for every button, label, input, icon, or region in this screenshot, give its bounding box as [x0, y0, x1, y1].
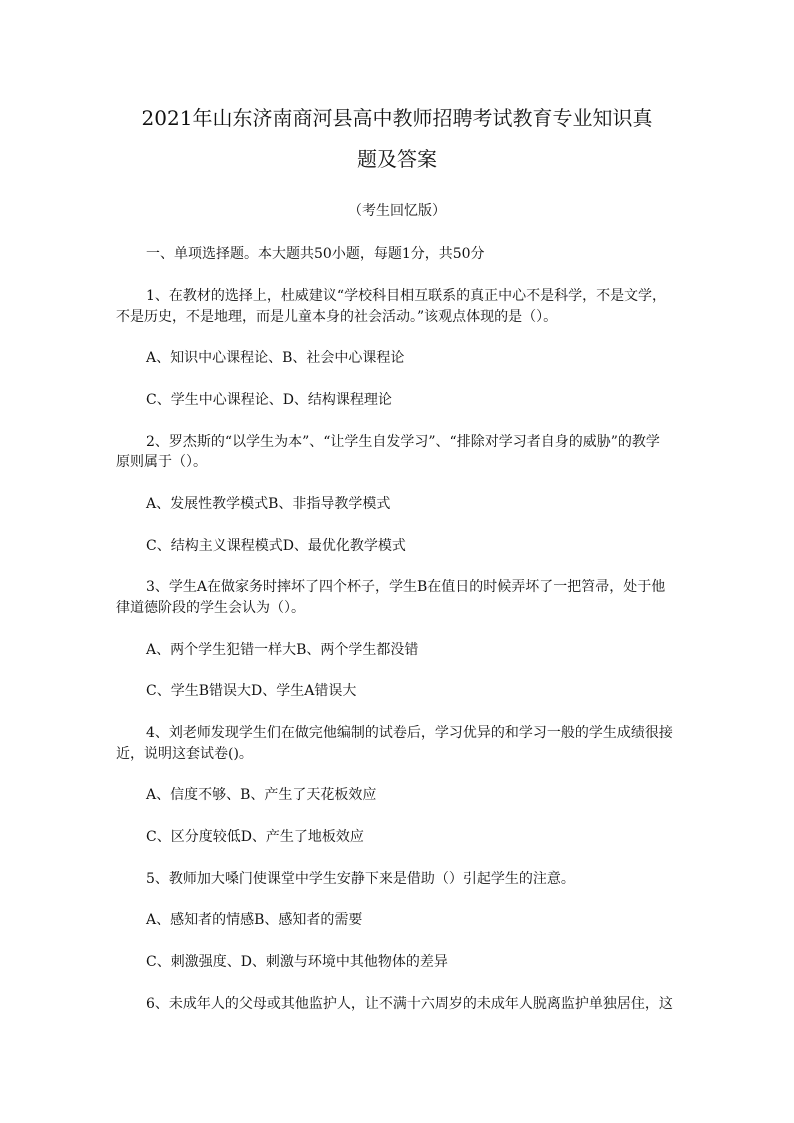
- question-4-options-cd: C、区分度较低D、产生了地板效应: [146, 829, 364, 845]
- document-title-line2: 题及答案: [357, 147, 437, 171]
- question-3-options-ab: A、两个学生犯错一样大B、两个学生都没错: [146, 642, 419, 658]
- question-1-options-cd: C、学生中心课程论、D、结构课程理论: [146, 392, 392, 408]
- question-2-line2: 原则属于（）。: [116, 454, 207, 470]
- question-2-line1: 2、罗杰斯的“以学生为本”、“让学生自发学习”、“排除对学习者自身的威胁”的教学: [146, 434, 660, 450]
- question-6-line1: 6、未成年人的父母或其他监护人，让不满十六周岁的未成年人脱离监护单独居住，这: [146, 996, 673, 1012]
- question-5-options-ab: A、感知者的情感B、感知者的需要: [146, 912, 363, 928]
- question-1-line2: 不是历史，不是地理，而是儿童本身的社会活动。”该观点体现的是（）。: [116, 309, 558, 325]
- section-heading: 一、单项选择题。本大题共50小题，每题1分，共50分: [146, 246, 485, 262]
- document-subtitle: （考生回忆版）: [348, 203, 446, 219]
- question-3-line2: 律道德阶段的学生会认为（）。: [116, 600, 305, 616]
- question-1-options-ab: A、知识中心课程论、B、社会中心课程论: [146, 350, 405, 366]
- question-2-options-cd: C、结构主义课程模式D、最优化教学模式: [146, 538, 406, 554]
- document-title-line1: 2021年山东济南商河县高中教师招聘考试教育专业知识真: [141, 106, 653, 130]
- question-3-options-cd: C、学生B错误大D、学生A错误大: [146, 683, 357, 699]
- question-4-line2: 近，说明这套试卷()。: [116, 746, 253, 762]
- question-5-options-cd: C、刺激强度、D、刺激与环境中其他物体的差异: [146, 954, 448, 970]
- question-4-line1: 4、刘老师发现学生们在做完他编制的试卷后，学习优异的和学习一般的学生成绩很接: [146, 725, 673, 741]
- question-3-line1: 3、学生A在做家务时摔坏了四个杯子，学生B在值日的时候弄坏了一把笤帚，处于他: [146, 579, 666, 595]
- question-2-options-ab: A、发展性教学模式B、非指导教学模式: [146, 496, 391, 512]
- question-4-options-ab: A、信度不够、B、产生了天花板效应: [146, 787, 377, 803]
- question-1-line1: 1、在教材的选择上，杜威建议“学校科目相互联系的真正中心不是科学，不是文学，: [146, 288, 667, 304]
- question-5-line1: 5、教师加大嗓门使课堂中学生安静下来是借助（）引起学生的注意。: [146, 871, 575, 887]
